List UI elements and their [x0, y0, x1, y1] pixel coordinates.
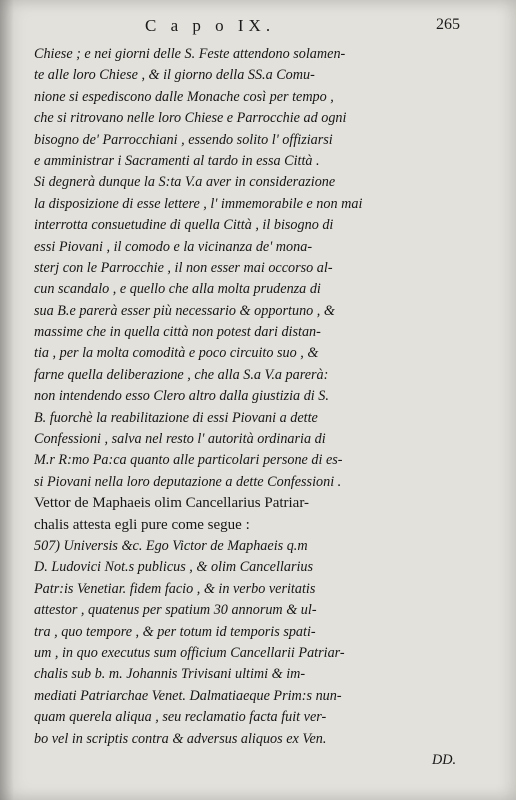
text-line: bo vel in scriptis contra & adversus aliquos ex Ven.	[34, 730, 327, 747]
text-line: e amministrar i Sacramenti al tardo in essa Città .	[34, 152, 320, 169]
text-line: D. Ludovici Not.s publicus , & olim Cancellarius	[34, 559, 314, 576]
text-line: essi Piovani , il comodo e la vicinanza de' mona-	[34, 238, 313, 255]
text-line: la disposizione di esse lettere , l' immemorabile e non mai	[34, 195, 363, 212]
text-line: sterj con le Parrocchie , il non esser mai occorso al-	[34, 259, 333, 276]
text-line: si Piovani nella loro deputazione a dette Confessioni .	[34, 473, 342, 490]
text-line: B. fuorchè la reabilitazione di essi Piovani a dette	[34, 409, 318, 426]
text-line: che si ritrovano nelle loro Chiese e Parrocchie ad ogni	[34, 110, 347, 127]
text-line: um , in quo executus sum officium Cancellarii Patriar-	[34, 644, 345, 661]
text-line: mediati Patriarchae Venet. Dalmatiaeque Prim:s nun-	[34, 687, 342, 704]
text-line: Chiese ; e nei giorni delle S. Feste attendono solamen-	[34, 46, 346, 62]
text-line: sua B.e parerà esser più necessario & opportuno , &	[34, 302, 335, 319]
text-line: bisogno de' Parrocchiani , essendo solito l' offiziarsi	[34, 131, 333, 148]
text-line: nione si espediscono dalle Monache così per tempo ,	[34, 88, 334, 105]
text-line: quam querela aliqua , seu reclamatio facta fuit ver-	[34, 709, 327, 726]
text-line: Confessioni , salva nel resto l' autorità ordinaria di	[34, 431, 326, 448]
text-line: chalis attesta egli pure come segue :	[34, 516, 250, 533]
text-line: 507) Universis &c. Ego Victor de Maphaeis q.m	[34, 537, 308, 554]
text-line: tra , quo tempore , & per totum id temporis spati-	[34, 623, 316, 640]
text-line: Patr:is Venetiar. fidem facio , & in verbo veritatis	[34, 580, 316, 597]
text-line: farne quella deliberazione , che alla S.a V.a parerà:	[34, 366, 329, 383]
text-line: Si degnerà dunque la S:ta V.a aver in considerazione	[34, 174, 336, 191]
chapter-heading: C a p o IX.	[145, 16, 276, 35]
text-line: massime che in quella città non potest dari distan-	[34, 324, 321, 341]
text-line: non intendendo esso Clero altro dalla giustizia di S.	[34, 388, 329, 405]
catchword: DD.	[431, 751, 456, 768]
text-line: M.r R:mo Pa:ca quanto alle particolari persone di es-	[34, 452, 343, 469]
running-header	[0, 16, 516, 40]
text-line: attestor , quatenus per spatium 30 annorum & ul-	[34, 602, 317, 619]
page-gutter-shadow	[0, 0, 14, 800]
text-line: te alle loro Chiese , & il giorno della SS.a Comu-	[34, 67, 315, 84]
text-line: cun scandalo , e quello che alla molta prudenza di	[34, 281, 321, 298]
text-line: Vettor de Maphaeis olim Cancellarius Patriar-	[34, 495, 310, 512]
body-text	[34, 44, 486, 771]
text-line: interrotta consuetudine di quella Città , il bisogno di	[34, 217, 334, 234]
text-line: chalis sub b. m. Johannis Trivisani ultimi & im-	[34, 666, 306, 683]
page-number: 265	[436, 16, 460, 33]
text-line: tia , per la molta comodità e poco circuito suo , &	[34, 345, 319, 362]
